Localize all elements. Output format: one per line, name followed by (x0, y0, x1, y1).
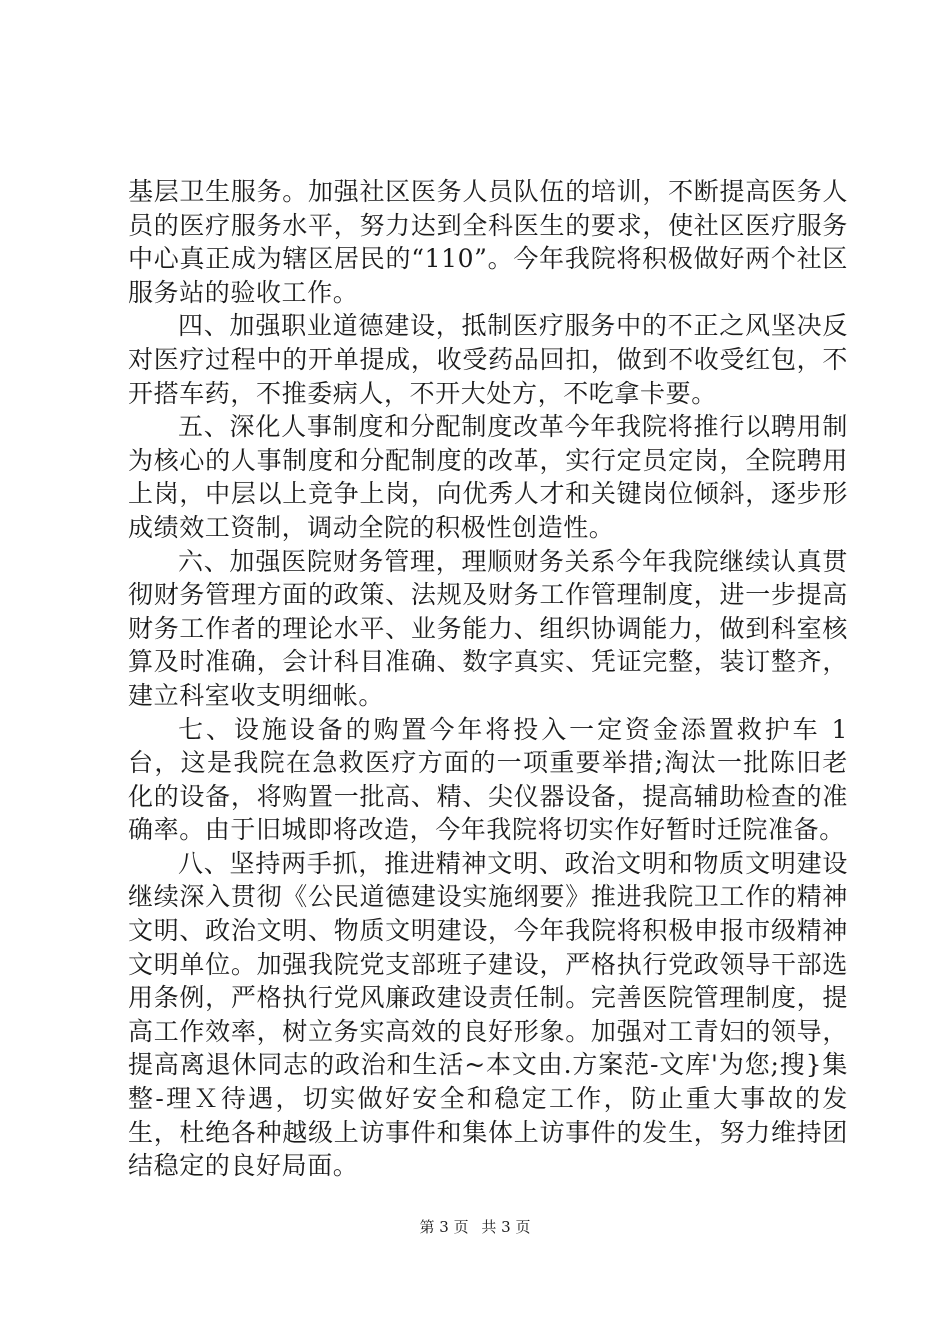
page-number-total: 共 3 页 (481, 1218, 531, 1236)
page-number-current: 第 3 页 (419, 1218, 469, 1236)
paragraph-3: 五、深化人事制度和分配制度改革今年我院将推行以聘用制为核心的人事制度和分配制度的改革，实行定员定岗，全院聘用上岗，中层以上竞争上岗，向优秀人才和关键岗位倾斜，逐步形成绩效工资制，调动全院的积极性创造性。 (128, 412, 848, 542)
paragraph-1: 基层卫生服务。加强社区医务人员队伍的培训，不断提高医务人员的医疗服务水平，努力达到全科医生的要求，使社区医疗服务中心真正成为辖区居民的“110”。今年我院将积极做好两个社区服务站的验收工作。 (128, 177, 848, 307)
paragraph-4: 六、加强医院财务管理，理顺财务关系今年我院继续认真贯彻财务管理方面的政策、法规及财务工作管理制度，进一步提高财务工作者的理论水平、业务能力、组织协调能力，做到科室核算及时准确，会计科目准确、数字真实、凭证完整，装订整齐，建立科室收支明细帐。 (128, 546, 848, 710)
document-body (128, 175, 848, 1183)
page-footer (0, 1217, 950, 1237)
paragraph-6: 八、坚持两手抓，推进精神文明、政治文明和物质文明建设继续深入贯彻《公民道德建设实施纲要》推进我院卫工作的精神文明、政治文明、物质文明建设，今年我院将积极申报市级精神文明单位。加强我院党支部班子建设，严格执行党政领导干部选用条例，严格执行党风廉政建设责任制。完善医院管理制度，提高工作效率，树立务实高效的良好形象。加强对工青妇的领导，提高离退休同志的政治和生活~本文由.方案范-文库'为您;搜}集整-理Ｘ待遇，切实做好安全和稳定工作，防止重大事故的发生，杜绝各种越级上访事件和集体上访事件的发生，努力维持团结稳定的良好局面。 (128, 848, 848, 1181)
paragraph-2: 四、加强职业道德建设，抵制医疗服务中的不正之风坚决反对医疗过程中的开单提成，收受药品回扣，做到不收受红包，不开搭车药，不推委病人，不开大处方，不吃拿卡要。 (128, 311, 848, 408)
paragraph-5: 七、设施设备的购置今年将投入一定资金添置救护车 1 台，这是我院在急救医疗方面的一项重要举措;淘汰一批陈旧老化的设备，将购置一批高、精、尖仪器设备，提高辅助检查的准确率。由于旧城即将改造，今年我院将切实作好暂时迁院准备。 (128, 714, 848, 845)
